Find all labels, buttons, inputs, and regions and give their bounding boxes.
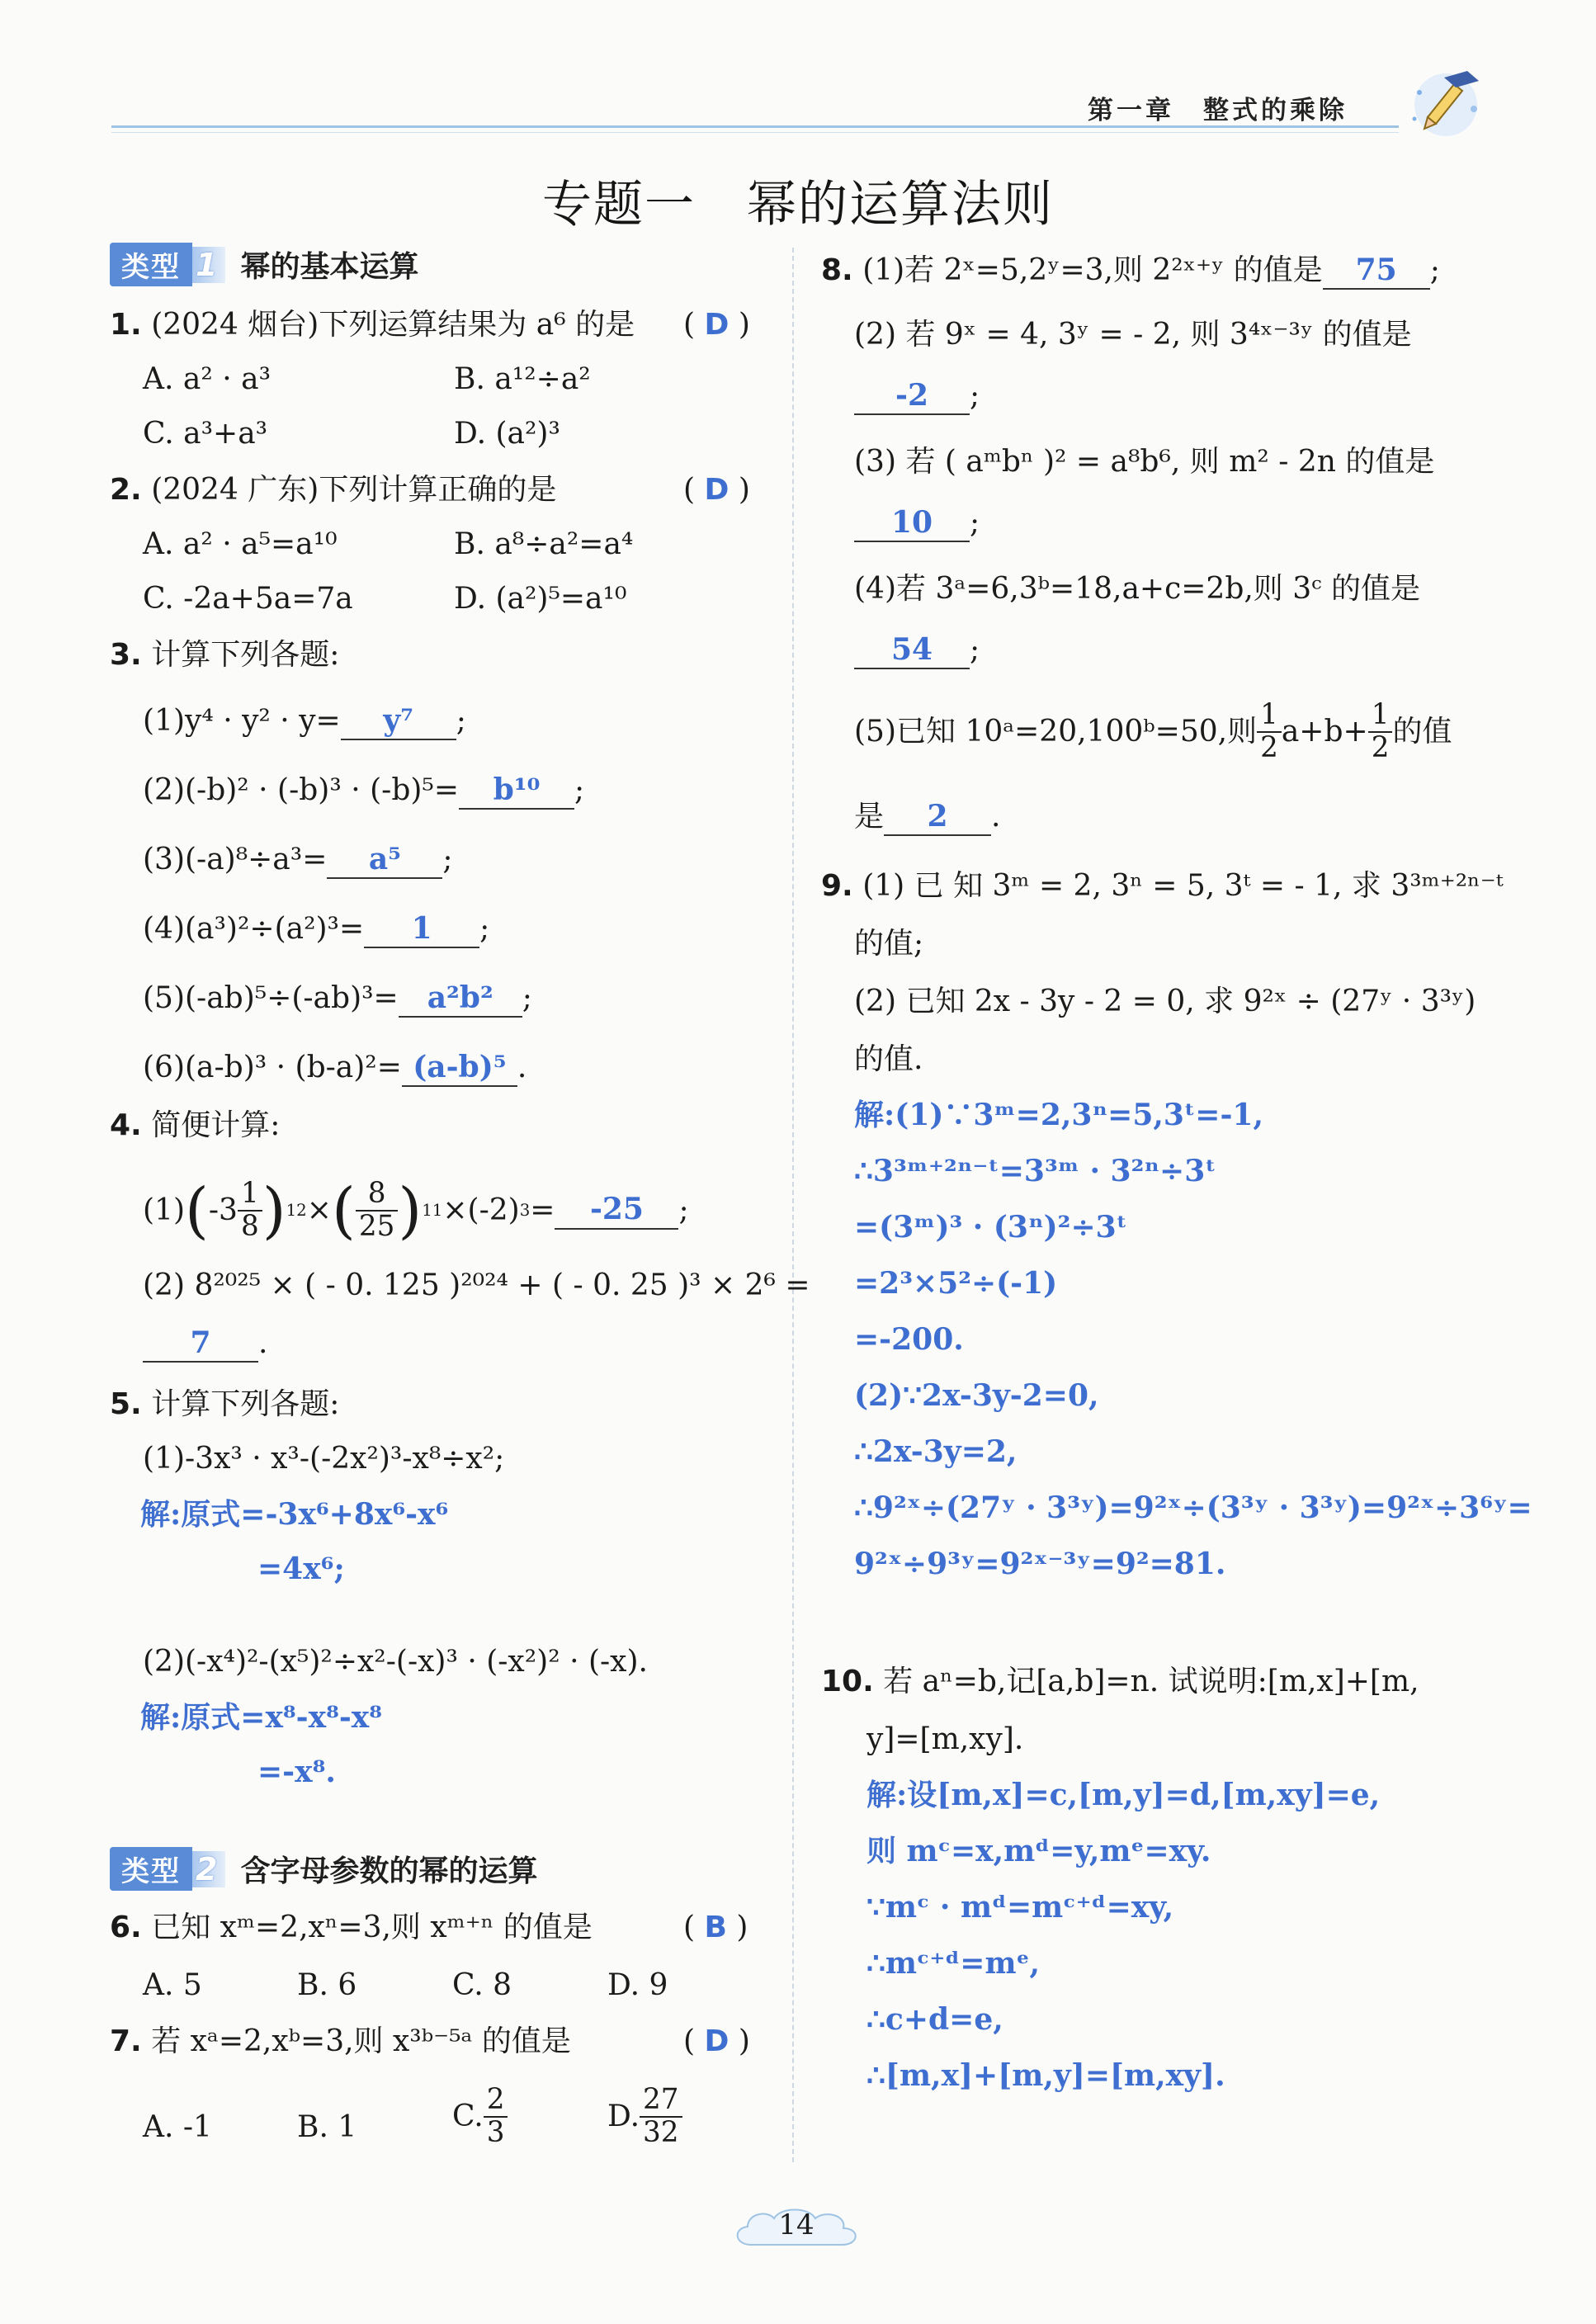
q3-item-6-answer: (a-b)⁵ [413,1050,507,1084]
q9-solution-7: ∴2x-3y=2, [854,1434,1018,1469]
q3-item-2: (2)(-b)² · (-b)³ · (-b)⁵= b¹⁰ ; [143,772,584,810]
q8-part-1-answer: 75 [1355,253,1397,287]
q3-item-4-question: (4)(a³)²÷(a²)³= [143,912,365,946]
q7-answer: D [704,2024,730,2058]
q8-part-5-question: (5)已知 10ᵃ=20,100ᵇ=50,则 $\frac{1}{2}$ a+b+ $\frac{1}{2}$ 的值 [854,698,1452,764]
q9-solution-6: (2)∵2x-3y-2=0, [854,1378,1099,1413]
q2-option-d: D. (a²)⁵=a¹⁰ [454,582,627,616]
header-rule-thin [111,132,1399,133]
q7-option-c: C. $\frac{2}{3}$ [452,2085,508,2148]
q9-part-2: (2) 已知 2x - 3y - 2 = 0, 求 9²ˣ ÷ (27ʸ · 3³ʸ) [854,985,1476,1018]
q8-number: 8. [821,253,853,287]
q3-item-6-question: (6)(a-b)³ · (b-a)²= [143,1051,402,1084]
q6-option-b: B. 6 [297,1968,357,2002]
q4-item-1: (1) ( -3 $\frac{1}{8}$ ) 12 × ( $\frac{8}{25}$ ) 11 ×(-2) 3 = -25 ; [143,1174,689,1246]
q6-option-c: C. 8 [452,1968,512,2002]
q1-stem [110,307,635,342]
type-2-title: 含字母参数的幂的运算 [240,1854,538,1888]
q3-item-1-answer: y⁷ [383,703,414,738]
q8-part-5-prefix: 是 [854,800,885,834]
q8-part-3-question: (3) 若 ( aᵐbⁿ )² = a⁸b⁶, 则 m² - 2n 的值是 [854,445,1435,479]
q10-solution-3: ∵mᶜ · mᵈ=mᶜ⁺ᵈ=xy, [866,1890,1174,1925]
type-2-tag: 类型 [110,1847,192,1891]
q8-part-1-question: (1)若 2ˣ=5,2ʸ=3,则 2²ˣ⁺ʸ 的值是 [862,253,1323,287]
q3-item-6: (6)(a-b)³ · (b-a)²= (a-b)⁵ . [143,1050,526,1087]
q5-item-2-question: (2)(-x⁴)²-(x⁵)²÷x²-(-x)³ · (-x²)² · (-x). [143,1645,648,1679]
q1-option-b: B. a¹²÷a² [454,362,591,396]
q4-item-2-blank: 7 . [143,1325,267,1363]
q3-item-1-question: (1)y⁴ · y² · y= [143,704,341,738]
q7-text: 若 xᵃ=2,xᵇ=3,则 x³ᵇ⁻⁵ᵃ 的值是 [151,2024,571,2058]
chapter-header: 第一章 整式的乘除 [1088,96,1348,125]
q8-part-5-text-end: 的值 [1392,715,1452,749]
q9-number: 9. [821,869,853,903]
q9-solution-4: =2³×5²÷(-1) [854,1266,1058,1301]
q4-item-1-answer: -25 [589,1192,644,1227]
q4-text: 简便计算: [151,1108,281,1142]
q2-answer-bracket: ( D ) [683,473,750,507]
q2-option-b: B. a⁸÷a²=a⁴ [454,527,634,561]
q3-number: 3. [110,638,142,672]
q1-option-a: A. a² · a³ [143,362,272,396]
q5-number: 5. [110,1387,142,1421]
q2-stem [110,472,556,508]
q2-option-c: C. -2a+5a=7a [143,582,353,616]
q6-number: 6. [110,1911,142,1944]
q7-option-d: D. $\frac{27}{32}$ [607,2085,682,2148]
q8-part-4-answer: 54 [890,632,933,667]
q1-number: 1. [110,308,142,342]
page-title: 专题一 幂的运算法则 [542,176,1054,234]
q8-part-1: 8. (1)若 2ˣ=5,2ʸ=3,则 2²ˣ⁺ʸ 的值是 75 ; [821,253,1440,290]
q8-part-2-answer: -2 [895,378,928,413]
q7-number: 7. [110,2024,142,2058]
q1-answer-bracket: ( D ) [683,308,750,342]
q5-item-1-solution-1: 解:原式=-3x⁶+8x⁶-x⁶ [140,1497,449,1532]
q4-number: 4. [110,1108,142,1142]
q8-part-3-answer: 10 [890,505,933,540]
type-1-badge [110,243,418,286]
q6-text: 已知 xᵐ=2,xⁿ=3,则 xᵐ⁺ⁿ 的值是 [151,1911,593,1944]
q10-number: 10. [821,1665,874,1698]
pencil-cap-icon [1403,59,1485,142]
q5-stem [110,1386,339,1422]
q1-option-c: C. a³+a³ [143,417,268,451]
q3-item-3: (3)(-a)⁸÷a³= a⁵ ; [143,842,453,879]
q9-solution-1: 解:(1)∵3ᵐ=2,3ⁿ=5,3ᵗ=-1, [854,1098,1263,1132]
q8-part-4-blank: 54 ; [854,632,980,669]
q7-answer-bracket: ( D ) [683,2024,750,2058]
q9-part-1 [821,868,1504,904]
type-1-title: 幂的基本运算 [240,250,419,284]
q6-stem [110,1910,593,1945]
q9-solution-9: 9²ˣ÷9³ʸ=9²ˣ⁻³ʸ=9²=81. [854,1547,1226,1581]
type-1-number: 1 [192,247,225,283]
q9-part-1-question: (1) 已 知 3ᵐ = 2, 3ⁿ = 5, 3ᵗ = - 1, 求 3³ᵐ⁺²ⁿ⁻ᵗ [862,869,1504,903]
q5-text: 计算下列各题: [151,1387,340,1421]
q1-text: (2024 烟台)下列运算结果为 a⁶ 的是 [151,308,635,342]
q10-solution-1: 解:设[m,x]=c,[m,y]=d,[m,xy]=e, [866,1778,1381,1812]
q9-part-1-tail: 的值; [854,927,924,961]
q7-option-a: A. -1 [143,2110,212,2144]
q8-part-5-text: (5)已知 10ᵃ=20,100ᵇ=50,则 [854,715,1258,749]
q5-item-2-solution-2: =-x⁸. [257,1755,336,1789]
q4-item-2-answer: 7 [190,1325,211,1360]
q3-item-3-answer: a⁵ [368,842,401,876]
q9-solution-3: =(3ᵐ)³ · (3ⁿ)²÷3ᵗ [854,1210,1127,1245]
type-2-number: 2 [192,1851,225,1887]
q3-item-4: (4)(a³)²÷(a²)³= 1 ; [143,911,489,948]
q2-number: 2. [110,473,142,507]
q8-part-5-blank: 是 2 . [854,799,1000,836]
q6-option-d: D. 9 [607,1968,668,2002]
q9-solution-2: ∴3³ᵐ⁺²ⁿ⁻ᵗ=3³ᵐ · 3²ⁿ÷3ᵗ [854,1154,1216,1188]
q3-item-5-question: (5)(-ab)⁵÷(-ab)³= [143,981,399,1015]
q6-answer-bracket: ( B ) [683,1911,748,1944]
q10-solution-2: 则 mᶜ=x,mᵈ=y,mᵉ=xy. [866,1834,1211,1868]
q3-stem [110,637,339,673]
q3-item-2-question: (2)(-b)² · (-b)³ · (-b)⁵= [143,773,460,807]
q3-item-2-answer: b¹⁰ [493,772,541,807]
column-divider [792,248,794,2162]
q4-stem [110,1108,280,1143]
q3-item-5-answer: a²b² [427,980,493,1015]
q10-solution-6: ∴[m,x]+[m,y]=[m,xy]. [866,2058,1225,2093]
q3-item-4-answer: 1 [411,911,432,946]
q8-part-2-blank: -2 ; [854,378,980,415]
q3-item-5: (5)(-ab)⁵÷(-ab)³= a²b² ; [143,980,532,1018]
q6-answer: B [704,1911,727,1944]
q7-stem [110,2024,571,2059]
q4-item-2-question: (2) 8²⁰²⁵ × ( - 0. 125 )²⁰²⁴ + ( - 0. 25 )³ × 2⁶ = [143,1268,810,1302]
q6-option-a: A. 5 [143,1968,202,2002]
q2-answer: D [704,473,730,507]
q8-part-3-blank: 10 ; [854,505,980,542]
q2-text: (2024 广东)下列计算正确的是 [151,473,557,507]
q9-solution-5: =-200. [854,1322,964,1357]
q9-part-2-tail: 的值. [854,1042,923,1076]
q5-item-1-solution-2: =4x⁶; [257,1552,345,1586]
q7-option-b: B. 1 [297,2110,357,2144]
q8-part-2-question: (2) 若 9ˣ = 4, 3ʸ = - 2, 则 3⁴ˣ⁻³ʸ 的值是 [854,318,1412,352]
q1-answer: D [704,308,730,342]
q1-option-d: D. (a²)³ [454,417,560,451]
q9-solution-8: ∴9²ˣ÷(27ʸ · 3³ʸ)=9²ˣ÷(3³ʸ · 3³ʸ)=9²ˣ÷3⁶ʸ= [854,1490,1532,1525]
q10-solution-5: ∴c+d=e, [866,2002,1003,2037]
q5-item-2-solution-1: 解:原式=x⁸-x⁸-x⁸ [140,1700,383,1735]
page-number: 14 [778,2208,815,2241]
q3-item-1: (1)y⁴ · y² · y= y⁷ ; [143,703,466,740]
q8-part-5-answer: 2 [927,799,948,834]
q10-text-1: 若 aⁿ=b,记[a,b]=n. 试说明:[m,x]+[m, [883,1665,1419,1698]
q10-stem-2: y]=[m,xy]. [866,1722,1024,1756]
q3-text: 计算下列各题: [151,638,340,672]
type-1-tag: 类型 [110,243,192,286]
type-2-badge [110,1847,537,1891]
q2-option-a: A. a² · a⁵=a¹⁰ [143,527,338,561]
q5-item-1-question: (1)-3x³ · x³-(-2x²)³-x⁸÷x²; [143,1442,505,1476]
q3-item-3-question: (3)(-a)⁸÷a³= [143,843,328,876]
q8-part-4-question: (4)若 3ᵃ=6,3ᵇ=18,a+c=2b,则 3ᶜ 的值是 [854,572,1421,606]
q10-stem-1 [821,1664,1419,1699]
q10-solution-4: ∴mᶜ⁺ᵈ=mᵉ, [866,1946,1041,1981]
